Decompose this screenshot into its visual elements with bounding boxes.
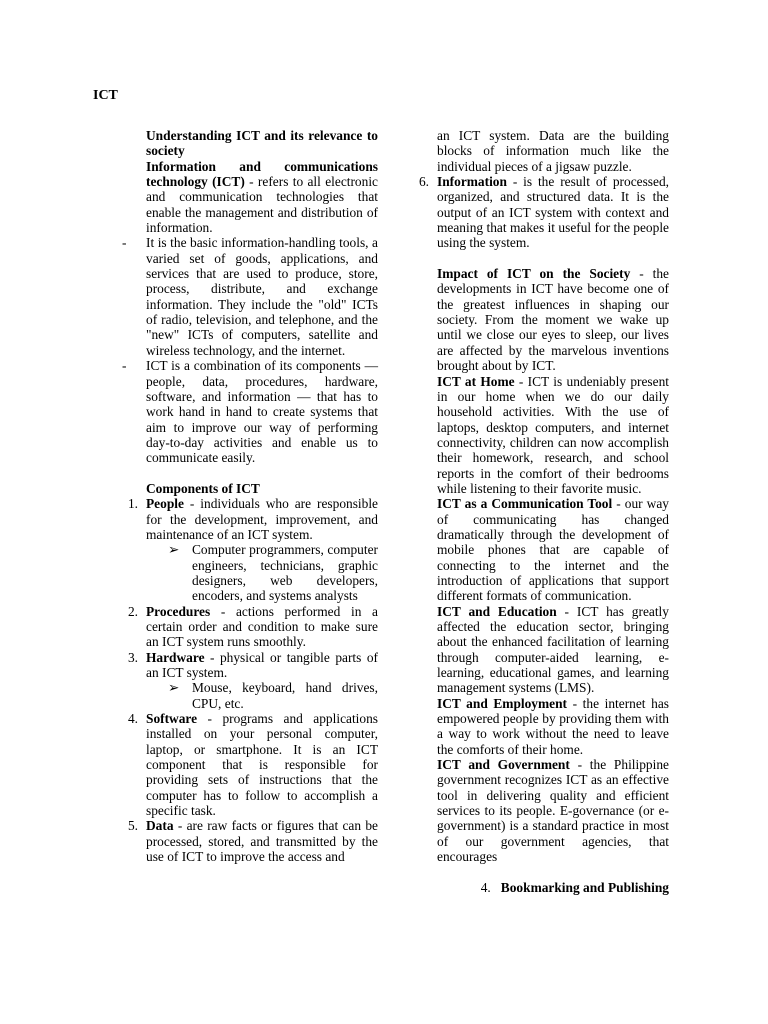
bullet-text: It is the basic information-handling tools, a varied set of goods, applications, and services that are used to produce, store, process, distribute, and exchange information. They include the "old" ICTs of radio, television, and telephone, and the "new" ICTs of computers, satellite and wireless technology, and the internet. [146, 235, 378, 358]
bookmarking-title: Bookmarking and Publishing [500, 879, 669, 895]
bullet-text: ICT is a combination of its components — people, data, procedures, hardware, software, and information — that has to work hand in hand to create systems that aim to improve our way of performing day-to-day activities and enable us to communicate easily. [146, 358, 378, 466]
definition-text: - refers to all electronic and communication technologies that enable the management and distribution of information. [146, 174, 378, 236]
sub-bullet-text: Computer programmers, computer engineers, technicians, graphic designers, web developers, encoders, and systems analysts [192, 542, 378, 604]
component-item-data [127, 818, 378, 865]
component-item-procedures [127, 603, 378, 650]
component-text: - individuals who are responsible for the development, improvement, and maintenance of an ICT system. [146, 496, 378, 542]
arrow-bullet-icon: ➢ [168, 680, 180, 696]
employment-section [437, 696, 669, 757]
arrow-bullet-icon: ➢ [168, 542, 180, 558]
home-section [437, 374, 669, 497]
ict-definition [146, 159, 378, 236]
list-number: 1. [127, 496, 138, 512]
component-text: - are raw facts or figures that can be processed, stored, and transmitted by the use of ICT to improve the access and [146, 818, 378, 865]
section-term: ICT and Education [437, 603, 557, 619]
component-term: Hardware [146, 649, 205, 665]
right-column [418, 128, 669, 895]
list-number: 4. [480, 879, 491, 895]
definition-term: Information and communications technology (ICT) [146, 158, 378, 190]
section-text: - the Philippine government recognizes ICT as an effective tool in delivering quality and efficient services to its people. E-governance (or e-government) is a standard practice in most of our government agencies, that encourages [437, 757, 669, 865]
sub-bullet [168, 542, 378, 604]
component-item-people [127, 496, 378, 604]
section-heading-components: Components of ICT [146, 480, 260, 496]
component-text: - programs and applications installed on your personal computer, laptop, or smartphone. It is an ICT component that is responsible for providing sets of instructions that the computer has to follow to accomplish a specific task. [146, 711, 378, 819]
component-item-hardware [127, 649, 378, 711]
component-text: - actions performed in a certain order and condition to make sure an ICT system runs smoothly. [146, 603, 378, 650]
left-column [122, 128, 378, 865]
communication-section [437, 496, 669, 603]
bookmarking-heading [437, 880, 669, 895]
component-term: Information [437, 174, 507, 190]
list-number: 2. [127, 603, 138, 619]
component-item-information [418, 174, 669, 251]
section-term: ICT as a Communication Tool [437, 496, 613, 512]
component-text: - is the result of processed, organized, and structured data. It is the output of an ICT system with context and meaning that makes it useful for the people using the system. [437, 174, 669, 251]
component-term: Data [146, 818, 174, 834]
continued-text: an ICT system. Data are the building blocks of information much like the individual pieces of a jigsaw puzzle. [437, 128, 669, 174]
component-item-software [127, 711, 378, 819]
list-number: 3. [127, 649, 138, 665]
section-term: ICT and Government [437, 757, 570, 773]
bullet-item [122, 358, 378, 466]
section-term: ICT and Employment [437, 695, 568, 711]
component-term: Procedures [146, 603, 211, 619]
section-term: ICT at Home [437, 373, 515, 389]
section-text: - ICT is undeniably present in our home when we do our daily household activities. With the use of laptops, desktop computers, and internet connectivity, children can now accomplish their homework, research, and school reports in the comfort of their bedrooms while listening to their favorite music. [437, 373, 669, 496]
government-section [437, 757, 669, 864]
component-term: Software [146, 711, 198, 727]
list-number: 6. [418, 174, 429, 190]
list-number: 4. [127, 711, 138, 727]
section-heading-understanding: Understanding ICT and its relevance to society [146, 128, 378, 159]
section-text: - our way of communicating has changed dramatically through the development of mobile phones that are capable of connecting to the internet and the introduction of applications that support different formats of communication. [437, 496, 669, 604]
sub-bullet-text: Mouse, keyboard, hand drives, CPU, etc. [192, 680, 378, 711]
education-section [437, 604, 669, 696]
component-text: - physical or tangible parts of an ICT system. [146, 649, 378, 681]
section-text: - the internet has empowered people by providing them with a way to work without the need to leave the comforts of their home. [437, 695, 669, 757]
page-title: ICT [93, 88, 118, 103]
dash-marker: - [122, 235, 127, 251]
dash-marker: - [122, 358, 127, 374]
bullet-item [122, 235, 378, 358]
component-term: People [146, 496, 184, 512]
impact-section [437, 266, 669, 373]
sub-bullet [168, 680, 378, 711]
section-text: - ICT has greatly affected the education sector, bringing about the enhanced facilitation of learning through computer-aided learning, e-learning, educational games, and learning management systems (LMS). [437, 603, 669, 696]
list-number: 5. [127, 818, 138, 834]
section-term: Impact of ICT on the Society [437, 266, 631, 282]
section-text: - the developments in ICT have become one of the greatest influences in shaping our society. From the moment we wake up until we close our eyes to sleep, our lives are affected by the marvelous inventions brought about by ICT. [437, 266, 669, 374]
